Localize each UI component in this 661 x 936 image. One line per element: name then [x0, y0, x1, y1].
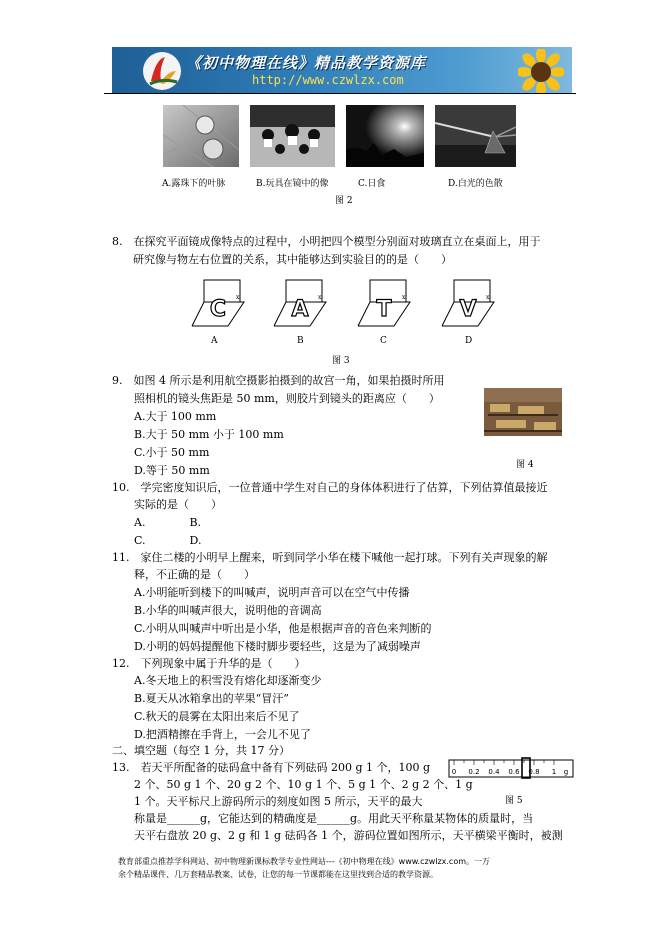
site-title: 《初中物理在线》精品教学资源库 [186, 54, 427, 72]
model-c [358, 280, 410, 326]
footer-line2: 余个精品课件、几万套精品教案、试卷，让您的每一节课都能在这里找到合适的教学资源。 [118, 870, 438, 879]
q13-line5: 天平右盘放 20 g、2 g 和 1 g 砝码各 1 个，游码位置如图所示，天平横梁平衡时，被测 [134, 829, 563, 842]
q11-option-b: B.小华的叫喊声很大，说明他的音调高 [134, 604, 322, 617]
fig4-label: 图 4 [516, 460, 534, 470]
q8-option-a: A [211, 336, 218, 346]
model-a-letter: C [209, 297, 227, 322]
svg-text:0.2: 0.2 [468, 768, 480, 776]
svg-text:x: x [236, 294, 240, 301]
sunflower-icon [518, 49, 564, 93]
svg-text:0.8: 0.8 [528, 768, 540, 776]
q11-option-c: C.小明从叫喊声中听出是小华，他是根据声音的音色来判断的 [134, 622, 432, 635]
svg-text:x: x [486, 294, 490, 301]
svg-text:1: 1 [551, 768, 557, 776]
q8-option-d: D [465, 336, 473, 346]
q13-line4: 称量是______g，它能达到的精确度是______g。用此天平称量某物体的质量时，当 [134, 812, 534, 825]
q9-line1: 9. 如图 4 所示是利用航空摄影拍摄到的故宫一角，如果拍摄时所用 [112, 374, 445, 387]
q9-line2: 照相机的镜头焦距是 50 mm，则胶片到镜头的距离应（ ） [134, 392, 440, 405]
model-b-letter: A [291, 297, 309, 322]
header-rule [104, 93, 576, 94]
svg-text:g: g [563, 768, 569, 776]
svg-text:0.6: 0.6 [508, 768, 520, 776]
leaf-vein-photo [163, 105, 239, 167]
q10-options-ab: A. B. [134, 516, 202, 529]
model-d-letter: V [459, 297, 477, 322]
q12-option-b: B.夏天从冰箱拿出的苹果“冒汗” [134, 692, 289, 705]
fig2-caption-c: C.日食 [358, 179, 386, 189]
q13-line2: 2 个、50 g 1 个、20 g 2 个、10 g 1 个、5 g 1 个、2 g 2 个、1 g [134, 778, 473, 791]
q9-option-b: B.大于 50 mm 小于 100 mm [134, 428, 284, 441]
svg-text:0.4: 0.4 [488, 768, 500, 776]
q12-option-a: A.冬天地上的积雪没有熔化却逐渐变少 [134, 674, 322, 687]
q10-options-cd: C. D. [134, 534, 202, 547]
q12-option-d: D.把酒精擦在手背上，一会儿不见了 [134, 728, 311, 741]
q11-option-d: D.小明的妈妈提醒他下楼时脚步要轻些，这是为了减弱噪声 [134, 640, 421, 653]
toy-mirror-photo [250, 105, 335, 167]
q11-line1: 11. 家住二楼的小明早上醒来，听到同学小华在楼下喊他一起打球。下列有关声现象的解 [112, 551, 548, 564]
q9-option-d: D.等于 50 mm [134, 464, 210, 477]
site-url[interactable]: http://www.czwlzx.com [252, 73, 404, 87]
header-banner [112, 47, 572, 93]
fig2-caption-b: B.玩具在镜中的像 [256, 179, 329, 189]
q8-line1: 8. 在探究平面镜成像特点的过程中，小明把四个模型分别面对玻璃直立在桌面上，用于 [112, 235, 541, 248]
fig3-label: 图 3 [332, 356, 350, 366]
svg-text:0: 0 [451, 768, 457, 776]
site-logo-icon [142, 51, 182, 91]
solar-eclipse-photo [346, 105, 424, 167]
model-b [274, 280, 326, 326]
section-fill-blank-title: 二、填空题（每空 1 分，共 17 分） [112, 744, 290, 757]
footer-line1: 教育部重点推荐学科网站、初中物理新课标教学专业性网站---《初中物理在线》www.czwlzx.com。一万 [118, 857, 491, 866]
model-d [442, 280, 494, 326]
forbidden-city-photo [484, 388, 562, 436]
q9-option-a: A.大于 100 mm [134, 410, 217, 423]
q8-line2: 研究像与物左右位置的关系，其中能够达到实验目的的是（ ） [133, 253, 452, 266]
q13-line3: 1 个。天平标尺上游码所示的刻度如图 5 所示，天平的最大 [134, 795, 423, 808]
light-dispersion-photo [435, 105, 516, 167]
q9-option-c: C.小于 50 mm [134, 446, 210, 459]
svg-text:x: x [318, 294, 322, 301]
q13-line1: 13. 若天平所配备的砝码盒中备有下列砝码 200 g 1 个，100 g [112, 761, 431, 774]
svg-text:x: x [402, 294, 406, 301]
fig2-caption-d: D.白光的色散 [448, 179, 503, 189]
fig5-label: 图 5 [505, 796, 523, 806]
model-c-letter: T [376, 297, 392, 322]
fig2-label: 图 2 [335, 196, 353, 206]
q11-line2: 释，不正确的是（ ） [134, 568, 255, 581]
q8-option-b: B [297, 336, 304, 346]
fig5-balance-ruler [448, 757, 574, 779]
fig2-caption-a: A.露珠下的叶脉 [162, 179, 226, 189]
fig3-models [188, 276, 506, 334]
q12-option-c: C.秋天的晨雾在太阳出来后不见了 [134, 710, 300, 723]
q10-line2: 实际的是（ ） [134, 498, 222, 511]
q11-option-a: A.小明能听到楼下的叫喊声，说明声音可以在空气中传播 [134, 586, 410, 599]
model-a [192, 280, 244, 326]
q12-line1: 12. 下列现象中属于升华的是（ ） [112, 657, 306, 670]
q10-line1: 10. 学完密度知识后，一位普通中学生对自己的身体体积进行了估算，下列估算值最接近 [112, 481, 548, 494]
q8-option-c: C [380, 336, 387, 346]
